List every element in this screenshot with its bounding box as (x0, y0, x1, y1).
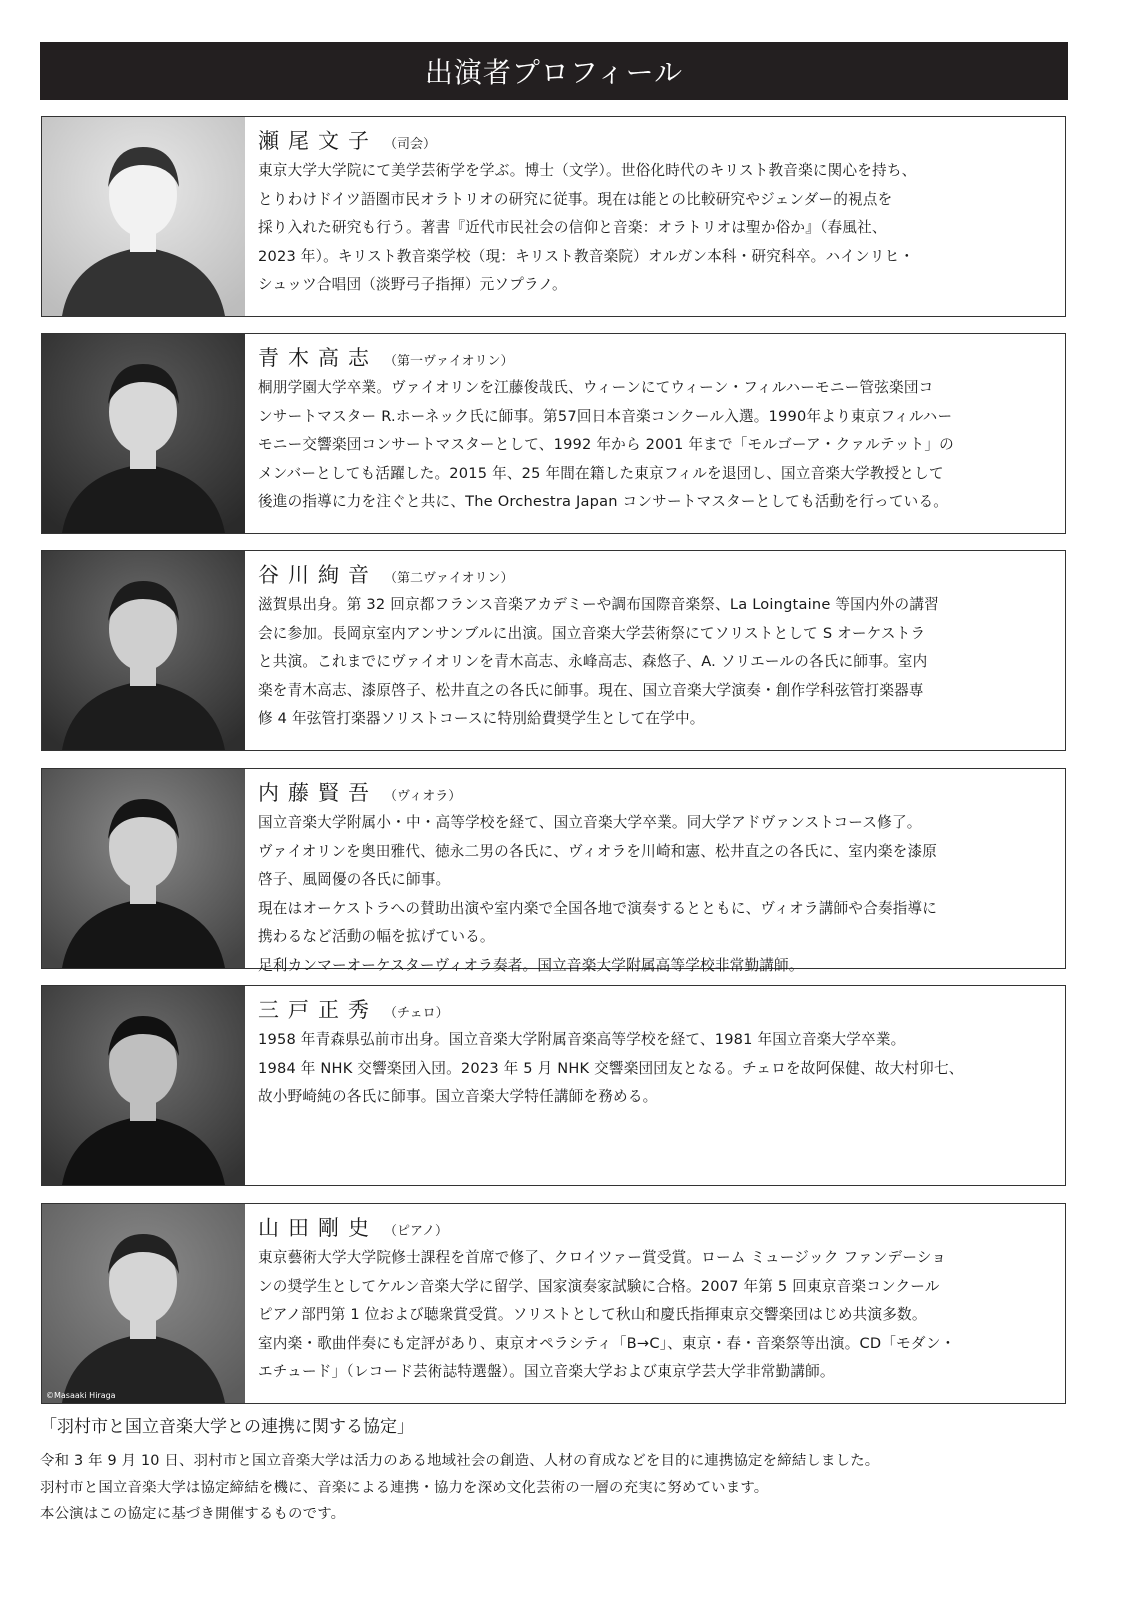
profile-bio-line: モニー交響楽団コンサートマスターとして、1992 年から 2001 年まで「モルゴーア・クァルテット」の (258, 436, 954, 454)
agreement-line: 令和 3 年 9 月 10 日、羽村市と国立音楽大学は活力のある地域社会の創造、人材の育成などを目的に連携協定を締結しました。 (40, 1453, 880, 1469)
profile-bio-line: 採り入れた研究も行う。著書『近代市民社会の信仰と音楽：オラトリオは聖か俗か』（春風社、 (258, 219, 887, 237)
profile-bio-line: 室内楽・歌曲伴奏にも定評があり、東京オペラシティ「B→C」、東京・春・音楽祭等出演。CD「モダン・ (258, 1334, 956, 1352)
profile-card (41, 985, 1066, 1186)
profile-bio-line: ヴァイオリンを奥田雅代、徳永二男の各氏に、ヴィオラを川崎和憲、松井直之の各氏に、室内楽を漆原 (258, 842, 938, 860)
profile-bio-line: 携わるなど活動の幅を拡げている。 (258, 928, 495, 946)
profile-bio-line: 1958 年青森県弘前市出身。国立音楽大学附属音楽高等学校を経て、1981 年国立音楽大学卒業。 (258, 1031, 906, 1048)
profile-photo (42, 334, 245, 533)
profile-bio-line: 国立音楽大学附属小・中・高等学校を経て、国立音楽大学卒業。同大学アドヴァンストコース修了。 (258, 814, 922, 831)
page-title: 出演者プロフィール (40, 42, 1068, 100)
profile-bio-line: ンの奨学生としてケルン音楽大学に留学、国家演奏家試験に合格。2007 年第 5 回東京音楽コンクール (258, 1277, 940, 1295)
performer-name: 谷川絢音 (258, 563, 378, 587)
agreement-line: 本公演はこの協定に基づき開催するものです。 (40, 1506, 346, 1522)
profile-bio-line: 啓子、風岡優の各氏に師事。 (258, 871, 451, 889)
profile-bio-line: ピアノ部門第 1 位および聴衆賞受賞。ソリストとして秋山和慶氏指揮東京交響楽団はじめ共演多数。 (258, 1306, 927, 1324)
agreement-title: 「羽村市と国立音楽大学との連携に関する協定」 (40, 1417, 414, 1437)
profile-bio-line: 故小野崎純の各氏に師事。国立音楽大学特任講師を務める。 (258, 1088, 658, 1106)
performer-name: 山田剛史 (258, 1216, 378, 1240)
performer-role: （ヴィオラ） (384, 789, 462, 804)
profile-bio-line: 1984 年 NHK 交響楽団入団。2023 年 5 月 NHK 交響楽団団友となる。チェロを故阿保健、故大村卯七、 (258, 1059, 964, 1077)
performer-name: 瀬尾文子 (258, 129, 378, 153)
agreement-body (40, 1448, 879, 1528)
profile-photo (42, 769, 245, 968)
profile-photo (42, 986, 245, 1185)
performer-name: 青木高志 (258, 346, 378, 370)
performer-role: （ピアノ） (384, 1224, 448, 1239)
profile-bio-line: 滋賀県出身。第 32 回京都フランス音楽アカデミーや調布国際音楽祭、La Loingtaine 等国内外の講習 (258, 596, 939, 613)
profile-bio-line: ンサートマスター R.ホーネック氏に師事。第57回日本音楽コンクール入選。1990年より東京フィルハー (258, 407, 953, 425)
performer-name: 内藤賢吾 (258, 781, 378, 805)
agreement-line: 羽村市と国立音楽大学は協定締結を機に、音楽による連携・協力を深め文化芸術の一層の充実に努めています。 (40, 1479, 769, 1496)
profile-bio-line: 会に参加。長岡京室内アンサンブルに出演。国立音楽大学芸術祭にてソリストとして S オーケストラ (258, 624, 926, 642)
profile-bio-line: 現在はオーケストラへの賛助出演や室内楽で全国各地で演奏するとともに、ヴィオラ講師や合奏指導に (258, 899, 938, 917)
profile-bio-line: 東京大学大学院にて美学芸術学を学ぶ。博士（文学）。世俗化時代のキリスト教音楽に関心を持ち、 (258, 162, 917, 179)
profile-bio-line: とりわけドイツ語圏市民オラトリオの研究に従事。現在は能との比較研究やジェンダー的視点を (258, 190, 893, 208)
performer-name: 三戸正秀 (258, 998, 378, 1022)
profile-card (41, 768, 1066, 974)
profile-bio-line: 東京藝術大学大学院修士課程を首席で修了、クロイツァー賞受賞。ローム ミュージック ファンデーショ (258, 1249, 947, 1266)
profile-bio-line: 足利カンマーオーケスターヴィオラ奏者。国立音楽大学附属高等学校非常勤講師。 (258, 956, 804, 974)
profile-photo (42, 551, 245, 750)
profile-card (41, 116, 1066, 317)
profile-card (41, 1203, 1066, 1404)
profile-card (41, 333, 1066, 534)
profile-bio-line: シュッツ合唱団（淡野弓子指揮）元ソプラノ。 (258, 276, 567, 294)
profile-bio-line: と共演。これまでにヴァイオリンを青木高志、永峰高志、森悠子、A. ソリエールの各氏に師事。室内 (258, 653, 928, 671)
performer-role: （第二ヴァイオリン） (384, 571, 514, 586)
profile-bio-line: 桐朋学園大学卒業。ヴァイオリンを江藤俊哉氏、ウィーンにてウィーン・フィルハーモニー管弦楽団コ (258, 379, 934, 396)
performer-role: （第一ヴァイオリン） (384, 354, 514, 369)
performer-role: （チェロ） (384, 1006, 449, 1021)
profile-photo (42, 117, 245, 316)
profile-photo (42, 1204, 245, 1403)
profile-bio-line: 後進の指導に力を注ぐと共に、The Orchestra Japan コンサートマスターとしても活動を行っている。 (258, 493, 949, 511)
profile-bio-line: 2023 年）。キリスト教音楽学校（現：キリスト教音楽院）オルガン本科・研究科卒。ハインリヒ・ (258, 247, 915, 265)
profile-bio-line: 楽を青木高志、漆原啓子、松井直之の各氏に師事。現在、国立音楽大学演奏・創作学科弦管打楽器専 (258, 681, 924, 699)
performer-role: （司会） (384, 137, 437, 152)
profile-bio-line: 修 4 年弦管打楽器ソリストコースに特別給費奨学生として在学中。 (258, 710, 705, 728)
photo-credit: ©Masaaki Hiraga (46, 1391, 116, 1400)
profile-bio-line: エチュード」（レコード芸術誌特選盤）。国立音楽大学および東京学芸大学非常勤講師。 (258, 1363, 835, 1381)
profile-bio-line: メンバーとしても活躍した。2015 年、25 年間在籍した東京フィルを退団し、国立音楽大学教授として (258, 464, 944, 482)
profile-card (41, 550, 1066, 751)
